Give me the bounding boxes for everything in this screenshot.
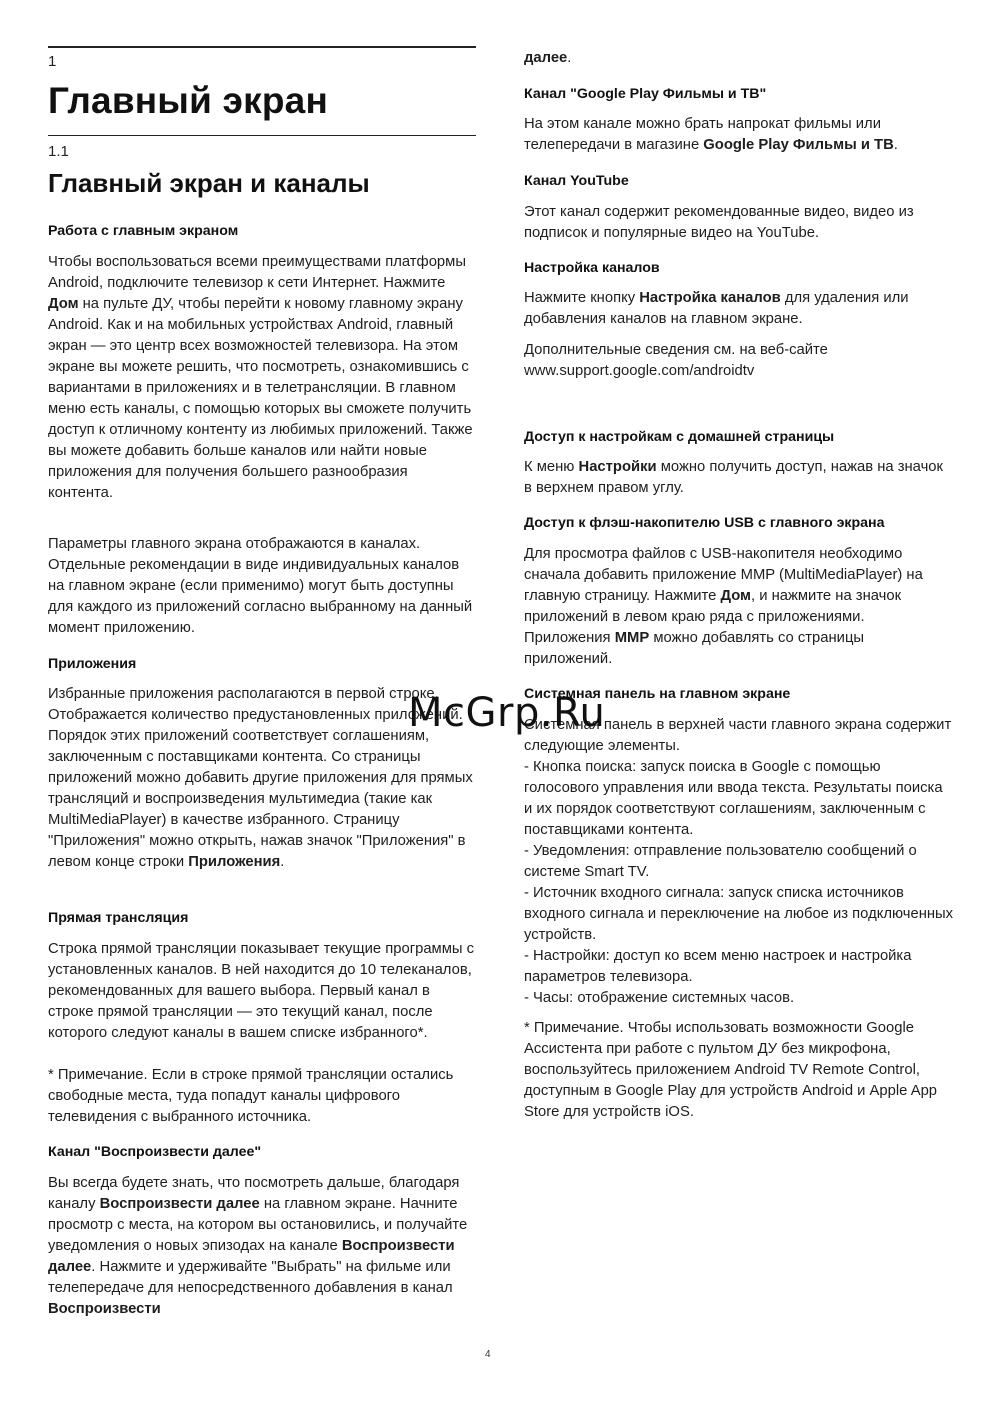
bold-home: Дом <box>48 296 79 312</box>
paragraph-channel-setup <box>524 288 954 330</box>
subsection-number: 1.1 <box>48 143 69 160</box>
heading-settings-access: Доступ к настройкам с домашней страницы <box>524 429 835 445</box>
heading-work-home: Работа с главным экраном <box>48 223 239 239</box>
paragraph-settings-access <box>524 457 954 499</box>
paragraph-work-home-2: Параметры главного экрана отображаются в каналах. Отдельные рекомендации в виде индивидуальных каналов на главном экране (если применимо) могут быть доступны для каждого из приложений согласно выбранному на данный момент приложению. <box>48 536 473 636</box>
bold-apps: Приложения <box>188 854 281 870</box>
bold-mmp: MMP <box>614 630 650 646</box>
heading-system-panel: Системная панель на главном экране <box>524 686 791 702</box>
paragraph-usb <box>524 544 954 670</box>
list-item-input-source: - Источник входного сигнала: запуск списка источников входного сигнала и переключение на любое из подключенных устройств. <box>524 885 954 943</box>
bold-play-next: Воспроизвести далее <box>99 1196 260 1212</box>
text-run: . <box>893 137 898 153</box>
watermark: McGrp.Ru <box>408 690 606 736</box>
text-run: на главном экране. Начните просмотр с места, на котором вы остановились, и получайте уведомления о новых эпизодах на канале <box>48 1196 468 1254</box>
bold-next: далее <box>524 50 568 66</box>
text-run: на пульте ДУ, чтобы перейти к новому главному экрану Android. Как и на мобильных устройствах Android, главный экран — это центр всех возможностей телевизора. На этом экране вы можете решить, что посмотреть, ознакомившись с вариантами в приложениях и в телетрансляции. В главном меню есть каналы, с помощью которых вы сможете получить доступ к отличному контенту из любимых приложений. Также вы можете добавить больше каналов или найти новые приложения для получения большего разнообразия контента. <box>48 296 473 501</box>
heading-play-next: Канал "Воспроизвести далее" <box>48 1144 262 1160</box>
text-run: Для просмотра файлов с USB-накопителя необходимо сначала добавить приложение MMP (MultiMediaPlayer) на главную страницу. Нажмите <box>524 546 923 604</box>
bold-play: Воспроизвести <box>48 1301 161 1317</box>
text-run: К меню <box>524 459 579 475</box>
paragraph-live-note: * Примечание. Если в строке прямой трансляции остались свободные места, туда попадут каналы цифрового телевидения с выбранного источника. <box>48 1067 454 1125</box>
heading-channel-setup: Настройка каналов <box>524 260 660 276</box>
paragraph-google-play <box>524 114 954 156</box>
paragraph-more-info: Дополнительные сведения см. на веб-сайте www.support.google.com/androidtv <box>524 342 828 379</box>
paragraph-play-next <box>48 1173 476 1320</box>
heading-google-play: Канал "Google Play Фильмы и ТВ" <box>524 86 767 102</box>
text-run: . <box>280 854 285 870</box>
text-run: Нажмите кнопку <box>524 290 640 306</box>
section-number: 1 <box>48 53 57 70</box>
paragraph-youtube: Этот канал содержит рекомендованные видео, видео из подписок и популярные видео на YouTube. <box>524 204 914 241</box>
text-run: . <box>567 50 572 66</box>
text-run: На этом канале можно брать напрокат фильмы или телепередачи в магазине <box>524 116 881 153</box>
list-item-search: - Кнопка поиска: запуск поиска в Google с помощью голосового управления или ввода текста. Результаты поиска и их порядок соответствуют соглашениям, заключенным с поставщиками контента. <box>524 759 943 838</box>
paragraph-work-home-1 <box>48 252 476 504</box>
bold-google-play: Google Play Фильмы и ТВ <box>703 137 894 153</box>
paragraph-system-intro: Системная панель в верхней части главного экрана содержит следующие элементы. <box>524 717 952 754</box>
text-run: можно добавлять со страницы приложений. <box>524 630 865 667</box>
bold-settings: Настройки <box>578 459 657 475</box>
subsection-title: Главный экран и каналы <box>48 168 370 198</box>
list-item-settings: - Настройки: доступ ко всем меню настроек и настройка параметров телевизора. <box>524 948 912 985</box>
heading-usb: Доступ к флэш-накопителю USB с главного экрана <box>524 515 885 531</box>
list-item-clock: - Часы: отображение системных часов. <box>524 990 795 1006</box>
page-title: Главный экран <box>48 80 329 121</box>
paragraph-assistant-note: * Примечание. Чтобы использовать возможности Google Ассистента при работе с пультом ДУ без микрофона, воспользуйтесь приложением Android TV Remote Control, доступным в Google Play для устройств Android и Apple App Store для устройств iOS. <box>524 1020 938 1120</box>
text-run: Вы всегда будете знать, что посмотреть дальше, благодаря каналу <box>48 1175 460 1212</box>
heading-apps: Приложения <box>48 656 137 672</box>
section-rule-sub <box>48 135 476 136</box>
bold-channel-setup: Настройка каналов <box>639 290 781 306</box>
text-run: для удаления или добавления каналов на главном экране. <box>524 290 909 327</box>
bold-play-next: Воспроизвести далее <box>48 1238 455 1275</box>
text-run: можно получить доступ, нажав на значок в верхнем правом углу. <box>524 459 943 496</box>
text-run: Чтобы воспользоваться всеми преимуществами платформы Android, подключите телевизор к сети Интернет. Нажмите <box>48 254 466 291</box>
text-run: Избранные приложения располагаются в первой строке. Отображается количество предустановленных приложений. Порядок этих приложений соответствует соглашениям, заключенным с поставщиками контента. Со страницы приложений можно добавить другие приложения для прямых трансляций и воспроизведения мультимедиа (такие как MultiMediaPlayer) в качестве избранного. Страницу "Приложения" можно открыть, нажав значок "Приложения" в левом конце строки <box>48 686 473 870</box>
system-panel-block <box>524 715 954 1009</box>
list-item-notifications: - Уведомления: отправление пользователю сообщений о системе Smart TV. <box>524 843 917 880</box>
section-rule-top <box>48 46 476 48</box>
paragraph-live: Строка прямой трансляции показывает текущие программы с установленных каналов. В ней находится до 10 телеканалов, рекомендованных для вашего выбора. Первый канал в строке прямой трансляции — это текущий канал, после которого следуют каналы в вашем списке избранного*. <box>48 941 475 1041</box>
page-number: 4 <box>485 1349 491 1360</box>
bold-home: Дом <box>720 588 751 604</box>
text-run: . Нажмите и удерживайте "Выбрать" на фильме или телепередаче для непосредственного добавления в канал <box>48 1259 453 1296</box>
heading-live: Прямая трансляция <box>48 910 189 926</box>
paragraph-continued <box>524 48 954 69</box>
heading-youtube: Канал YouTube <box>524 173 629 189</box>
text-run: , и нажмите на значок приложений в левом краю ряда с приложениями. Приложения <box>524 588 902 646</box>
